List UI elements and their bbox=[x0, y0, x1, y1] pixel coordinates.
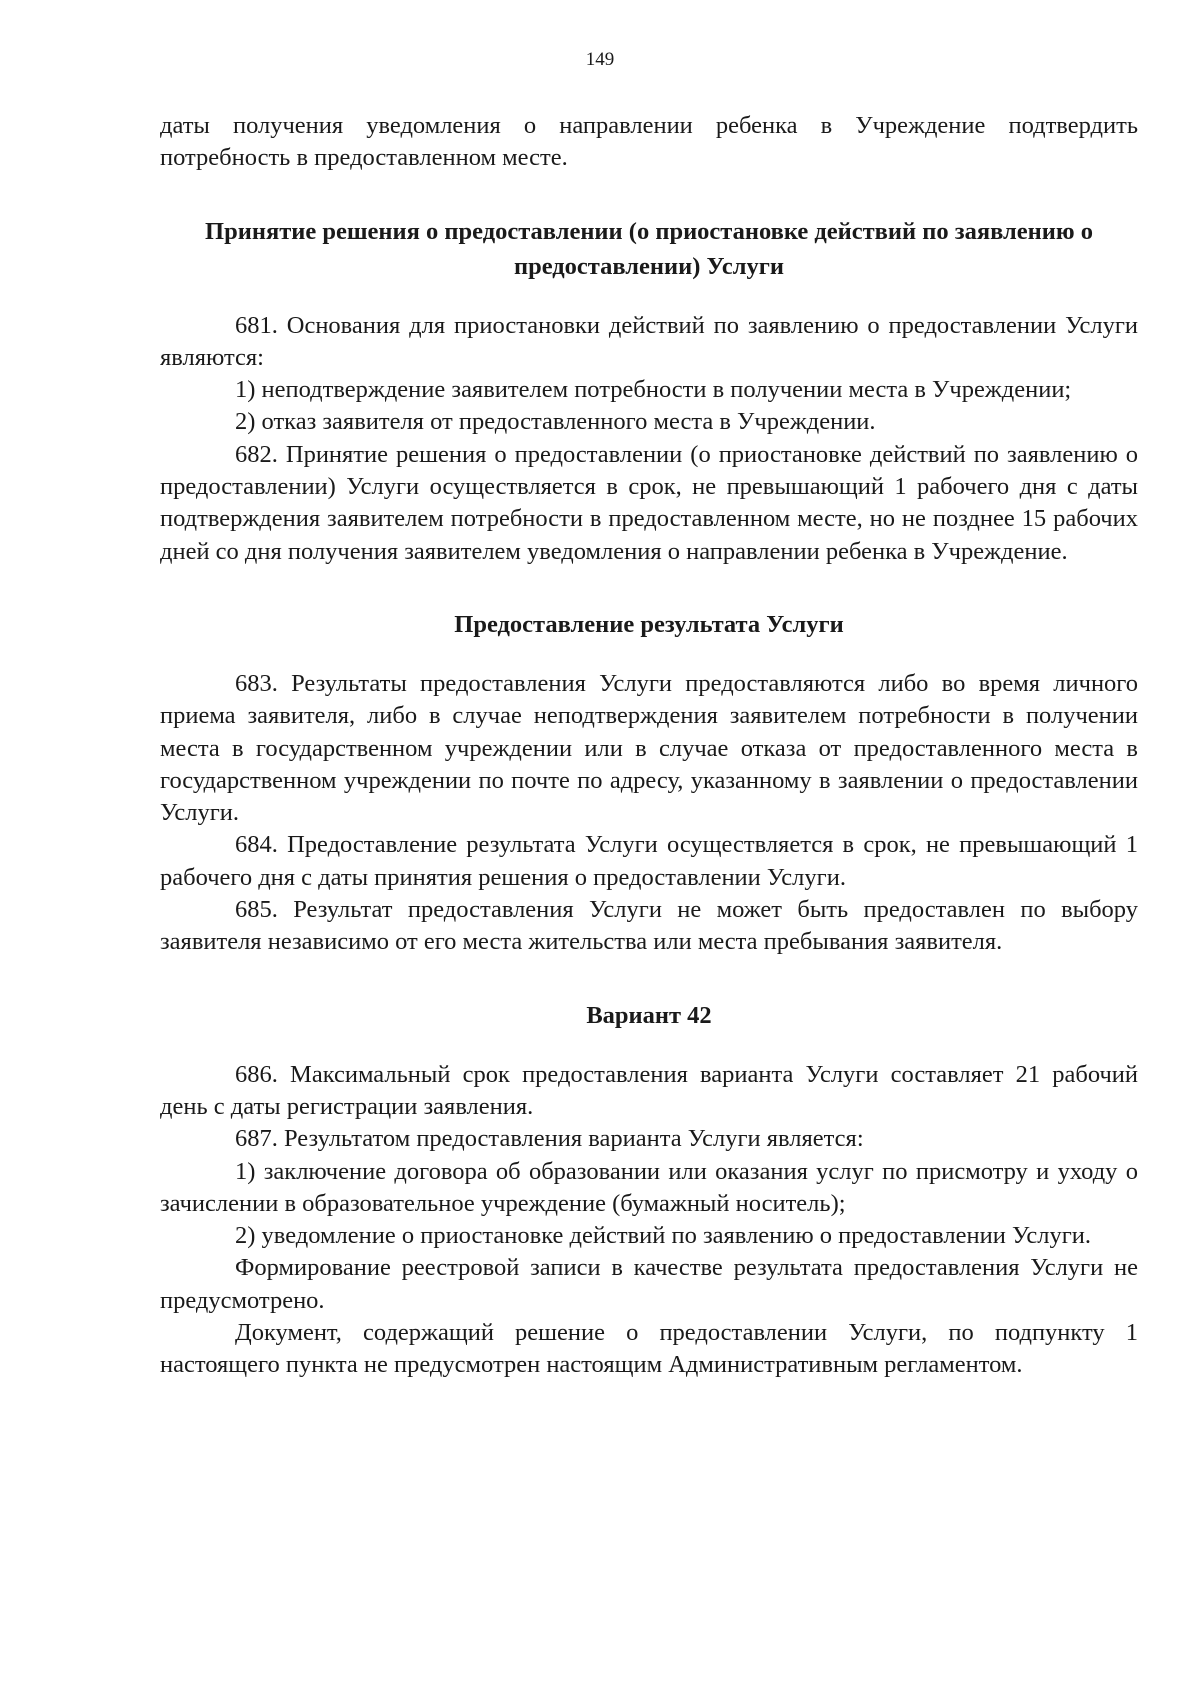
paragraph-684: 684. Предоставление результата Услуги осуществляется в срок, не превышающий 1 рабочего дня с даты принятия решения о предоставлении Услуги. bbox=[160, 831, 1138, 891]
section-heading-result: Предоставление результата Услуги bbox=[454, 610, 844, 638]
document-body bbox=[160, 110, 1138, 1382]
paragraph-682: 682. Принятие решения о предоставлении (о приостановке действий по заявлению о предоставлении) Услуги осуществляется в срок, не превышающий 1 рабочего дня с даты подтверждения заявителем потребности в предоставленном месте, но не позднее 15 рабочих дней со дня получения заявителем уведомления о направлении ребенка в Учреждение. bbox=[160, 440, 1138, 565]
page-number: 149 bbox=[585, 49, 615, 70]
list-item-681-1: 1) неподтверждение заявителем потребности в получении места в Учреждении; bbox=[235, 376, 1072, 404]
paragraph-document: Документ, содержащий решение о предоставлении Услуги, по подпункту 1 настоящего пункта не предусмотрен настоящим Административным регламентом. bbox=[160, 1319, 1138, 1379]
list-item-681-2: 2) отказ заявителя от предоставленного места в Учреждении. bbox=[235, 408, 876, 436]
list-item-687-1: 1) заключение договора об образовании или оказания услуг по присмотру и уходу о зачислении в образовательное учреждение (бумажный носитель); bbox=[160, 1157, 1138, 1217]
paragraph-683: 683. Результаты предоставления Услуги предоставляются либо во время личного приема заявителя, либо в случае неподтверждения заявителем потребности в получении места в государственном учреждении или в случае отказа от предоставленного места в государственном учреждении по почте по адресу, указанному в заявлении о предоставлении Услуги. bbox=[160, 669, 1138, 827]
section-heading-variant-42: Вариант 42 bbox=[586, 1001, 712, 1029]
paragraph-681: 681. Основания для приостановки действий по заявлению о предоставлении Услуги являются: bbox=[160, 311, 1138, 371]
list-item-687-2: 2) уведомление о приостановке действий по заявлению о предоставлении Услуги. bbox=[235, 1222, 1091, 1250]
paragraph-685: 685. Результат предоставления Услуги не может быть предоставлен по выбору заявителя независимо от его места жительства или места пребывания заявителя. bbox=[160, 896, 1138, 956]
section-heading-decision: Принятие решения о предоставлении (о приостановке действий по заявлению о предоставлении) Услуги bbox=[205, 217, 1093, 280]
paragraph: даты получения уведомления о направлении ребенка в Учреждение подтвердить потребность в предоставленном месте. bbox=[160, 112, 1138, 172]
paragraph-registry: Формирование реестровой записи в качестве результата предоставления Услуги не предусмотрено. bbox=[160, 1254, 1138, 1314]
paragraph-686: 686. Максимальный срок предоставления варианта Услуги составляет 21 рабочий день с даты регистрации заявления. bbox=[160, 1060, 1138, 1120]
paragraph-687: 687. Результатом предоставления варианта Услуги является: bbox=[235, 1125, 864, 1153]
